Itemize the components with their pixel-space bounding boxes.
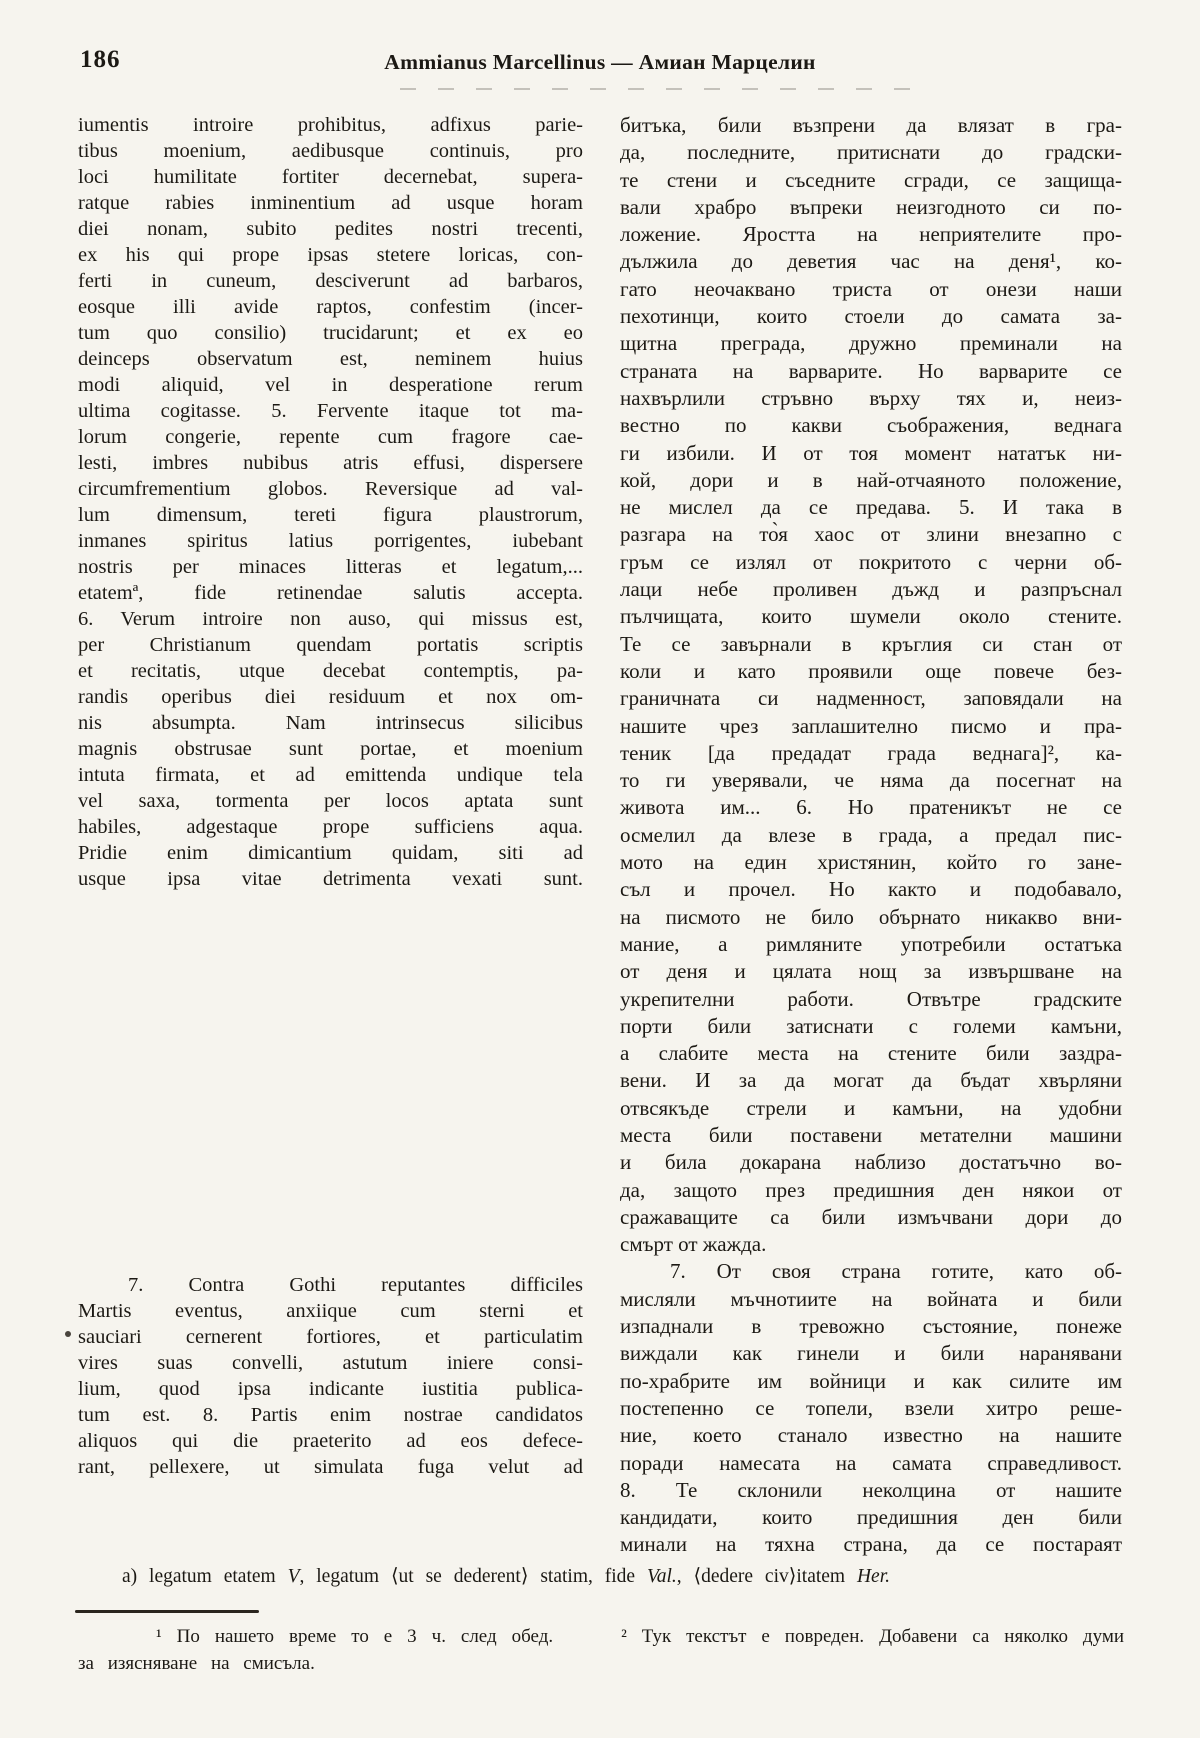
text-line: eosque illi avide raptos, confestim (incer- bbox=[78, 296, 583, 318]
text-line: tum quo consilio) trucidarunt; et ex eo bbox=[78, 322, 583, 344]
footnotes-block bbox=[78, 1624, 1124, 1677]
text-line: по-храбрите им войници и как силите им bbox=[620, 1368, 1122, 1393]
text-line: осмелил да влезе в града, а предал пис- bbox=[620, 822, 1122, 847]
text-line: виждали как гинели и били наранявани bbox=[620, 1341, 1122, 1366]
print-dot-artifact bbox=[65, 1331, 71, 1337]
text-line: съл и прочел. Но както и подобавало, bbox=[620, 877, 1122, 902]
text-line: вестно по какви съображения, веднага bbox=[620, 413, 1122, 438]
paragraph bbox=[78, 112, 583, 892]
text-line: ложение. Яростта на неприятелите про- bbox=[620, 222, 1122, 247]
page-number: 186 bbox=[80, 46, 121, 73]
footnote-marker: ¹ bbox=[156, 1626, 162, 1647]
text-line: Те се завърнали в кръглия си стан от bbox=[620, 631, 1122, 656]
apparatus-marker: a) bbox=[122, 1566, 138, 1587]
text-line: et recitatis, utque decebat contemptis, pa- bbox=[78, 660, 583, 682]
text-line: минали на тяхна страна, да се постараят bbox=[620, 1532, 1122, 1557]
text-line: теник [да предадат града веднага]², ка- bbox=[620, 740, 1122, 765]
text-line: лаци небе проливен дъжд и разпръснал bbox=[620, 577, 1122, 602]
text-line: то ги уверявали, че няма да посегнат на bbox=[620, 768, 1122, 793]
bulgarian-column bbox=[620, 112, 1122, 1559]
text-line: ex his qui prope ipsas stetere loricas, con- bbox=[78, 244, 583, 266]
text-line: aliquos qui die praeterito ad eos defece- bbox=[78, 1430, 583, 1452]
text-line: дължила до деветия час на деня¹, ко- bbox=[620, 249, 1122, 274]
text-line: magnis obstrusae sunt portae, et moenium bbox=[78, 738, 583, 760]
text-line: deinceps observatum est, neminem huius bbox=[78, 348, 583, 370]
text-line: живота им... 6. Но пратеникът не се bbox=[620, 795, 1122, 820]
paragraph bbox=[620, 1258, 1122, 1558]
text-line: и била докарана наблизо достатъчно во- bbox=[620, 1150, 1122, 1175]
apparatus-text: , legatum ⟨ut se dederent⟩ statim, fide bbox=[299, 1566, 647, 1587]
text-line: вени. И за да могат да бъдат хвърляни bbox=[620, 1068, 1122, 1093]
text-line: 7. От своя страна готите, като об- bbox=[670, 1259, 1122, 1284]
text-line: коли и като проявили още повече без- bbox=[620, 658, 1122, 683]
text-line: пехотинци, които стоели до самата за- bbox=[620, 304, 1122, 329]
text-line: мание, а римляните употребили остатъка bbox=[620, 931, 1122, 956]
text-line: постепенно се топели, взели хитро реше- bbox=[620, 1395, 1122, 1420]
text-line: 7. Contra Gothi reputantes difficiles bbox=[128, 1274, 583, 1296]
text-line: пълчищата, които шумели около стените. bbox=[620, 604, 1122, 629]
text-line: граничната си надменност, заповядали на bbox=[620, 686, 1122, 711]
text-line: habiles, adgestaque prope sufficiens aqua. bbox=[78, 816, 583, 838]
footnote-1 bbox=[156, 1626, 553, 1647]
text-line: nostris per minaces litteras et legatum,... bbox=[78, 556, 583, 578]
text-line: vires suas convelli, astutum iniere consi- bbox=[78, 1352, 583, 1374]
text-line: inmanes spiritus latius porrigentes, iubebant bbox=[78, 530, 583, 552]
text-line: ferti in cuneum, desciverunt ad barbaros, bbox=[78, 270, 583, 292]
text-line: разгара на то̀я хаос от злини внезапно с bbox=[620, 522, 1122, 547]
footnote-text: По нашето време то е 3 ч. след обед. bbox=[176, 1626, 554, 1647]
text-line: страната на варварите. Но варварите се bbox=[620, 358, 1122, 383]
text-line: circumfrementium globos. Reversique ad val- bbox=[78, 478, 583, 500]
apparatus-text: legatum etatem bbox=[149, 1566, 288, 1587]
text-line: tibus moenium, aedibusque continuis, pro bbox=[78, 140, 583, 162]
text-line: те стени и съседните сгради, се защища- bbox=[620, 167, 1122, 192]
text-line: гато неочаквано триста от онези наши bbox=[620, 276, 1122, 301]
apparatus-sigla: Her. bbox=[856, 1566, 891, 1587]
text-line: сражаващите са били измъчвани дори до bbox=[620, 1204, 1122, 1229]
text-line: sauciari cernerent fortiores, et particulatim bbox=[78, 1326, 583, 1348]
text-line: lium, quod ipsa indicante iustitia publica- bbox=[78, 1378, 583, 1400]
text-line: вали храбро въпреки неизгодното си по- bbox=[620, 194, 1122, 219]
footnote-marker: ² bbox=[621, 1626, 627, 1647]
text-line: ние, което станало известно на нашите bbox=[620, 1423, 1122, 1448]
footnote-text: Тук текстът е повреден. Добавени са няколко думи за изясняване на смисъла. bbox=[78, 1626, 1125, 1674]
text-line: per Christianum quendam portatis scriptis bbox=[78, 634, 583, 656]
text-line: мисляли мъчнотиите на войната и били bbox=[620, 1286, 1122, 1311]
text-line: rant, pellexere, ut simulata fuga velut ad bbox=[78, 1456, 583, 1478]
text-line: tum est. 8. Partis enim nostrae candidatos bbox=[78, 1404, 583, 1426]
running-title: Ammianus Marcellinus — Амиан Марцелин bbox=[384, 50, 816, 74]
text-line: отвсякъде стрели и камъни, на удобни bbox=[620, 1095, 1122, 1120]
text-line: щитна преграда, дружно преминали на bbox=[620, 331, 1122, 356]
text-line: modi aliquid, vel in desperatione rerum bbox=[78, 374, 583, 396]
text-line: кандидати, които предишния ден били bbox=[620, 1505, 1122, 1530]
apparatus-sigla: V bbox=[287, 1566, 300, 1587]
text-line: ги избили. И от тоя момент нататък ни- bbox=[620, 440, 1122, 465]
text-line: diei nonam, subito pedites nostri trecenti, bbox=[78, 218, 583, 240]
text-line: lorum congerie, repente cum fragore cae- bbox=[78, 426, 583, 448]
text-line: не мислел да се предава. 5. И така в bbox=[620, 495, 1122, 520]
text-line: места били поставени метателни машини bbox=[620, 1122, 1122, 1147]
text-line: изпаднали в тревожно състояние, понеже bbox=[620, 1314, 1122, 1339]
text-line: 6. Verum introire non auso, qui missus est, bbox=[78, 608, 583, 630]
text-line: битъка, били възпрени да влязат в гра- bbox=[620, 113, 1122, 137]
text-line: а слабите места на стените били заздра- bbox=[620, 1041, 1122, 1066]
text-line: поради намесата на самата справедливост. bbox=[620, 1450, 1122, 1475]
text-line: гръм се излял от покритото с черни об- bbox=[620, 549, 1122, 574]
text-line: смърт от жажда. bbox=[620, 1232, 767, 1257]
text-line: от деня и цялата нощ за извършване на bbox=[620, 959, 1122, 984]
header-underline-artifact bbox=[400, 88, 920, 90]
text-line: да, последните, притиснати до градски- bbox=[620, 140, 1122, 165]
text-line: randis operibus diei residuum et nox om- bbox=[78, 686, 583, 708]
paragraph bbox=[620, 112, 1122, 1258]
paragraph bbox=[78, 1272, 583, 1480]
text-line: intuta firmata, et ad emittenda undique tela bbox=[78, 764, 583, 786]
text-line: etatemª, fide retinendae salutis accepta. bbox=[78, 582, 583, 604]
latin-column bbox=[78, 112, 583, 1480]
text-line: кой, дори и в най-отчаяното положение, bbox=[620, 467, 1122, 492]
text-line: на писмото не било обърнато никакво вни- bbox=[620, 904, 1122, 929]
apparatus-text: , ⟨dedere civ⟩itatem bbox=[676, 1566, 857, 1587]
text-line: iumentis introire prohibitus, adfixus parie- bbox=[78, 114, 583, 136]
text-line: nis absumpta. Nam intrinsecus silicibus bbox=[78, 712, 583, 734]
apparatus-sigla: Val. bbox=[646, 1566, 677, 1587]
apparatus-footnote bbox=[78, 1564, 1122, 1589]
text-line: нашите чрез заплашително писмо и пра- bbox=[620, 713, 1122, 738]
text-line: lum dimensum, tereti figura plaustrorum, bbox=[78, 504, 583, 526]
text-line: нахвърлили стръвно върху тях и, неиз- bbox=[620, 385, 1122, 410]
text-line: 8. Те склонили неколцина от нашите bbox=[620, 1477, 1122, 1502]
text-line: Martis eventus, anxiique cum sterni et bbox=[78, 1300, 583, 1322]
text-line: порти били затиснати с големи камъни, bbox=[620, 1013, 1122, 1038]
text-line: Pridie enim dimicantium quidam, siti ad bbox=[78, 842, 583, 864]
text-line: ratque rabies inminentium ad usque horam bbox=[78, 192, 583, 214]
text-line: lesti, imbres nubibus atris effusi, dispersere bbox=[78, 452, 583, 474]
text-line: vel saxa, tormenta per locos aptata sunt bbox=[78, 790, 583, 812]
text-line: укрепителни работи. Отвътре градските bbox=[620, 986, 1122, 1011]
text-line: loci humilitate fortiter decernebat, supera- bbox=[78, 166, 583, 188]
footnote-separator-rule bbox=[75, 1610, 259, 1613]
text-line: да, защото през предишния ден някои от bbox=[620, 1177, 1122, 1202]
text-line: usque ipsa vitae detrimenta vexati sunt. bbox=[78, 868, 583, 890]
text-line: мото на един христянин, който го зане- bbox=[620, 850, 1122, 875]
text-line: ultima cogitasse. 5. Fervente itaque tot ma- bbox=[78, 400, 583, 422]
